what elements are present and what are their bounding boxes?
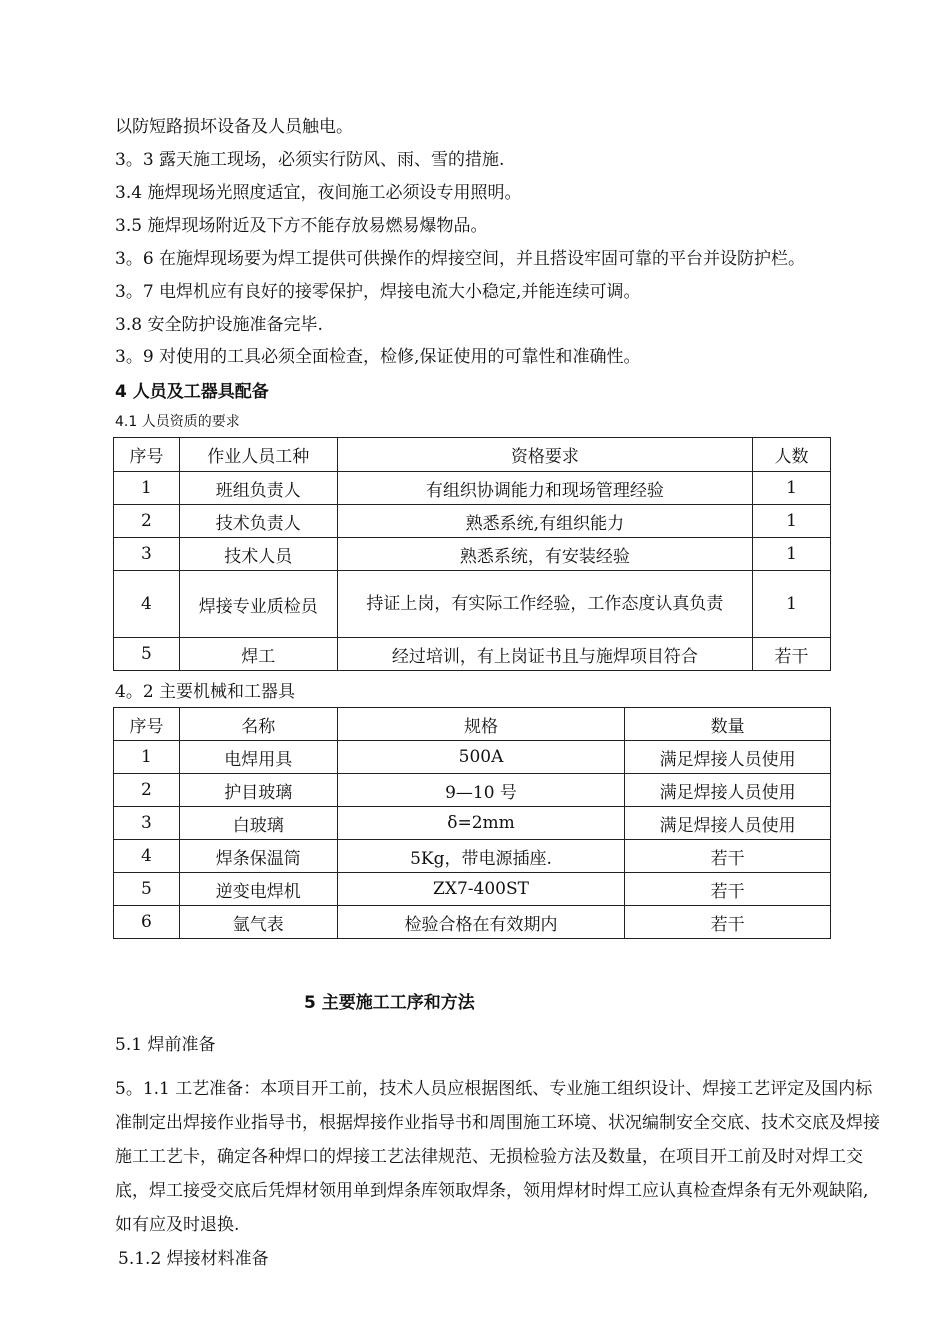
table-row xyxy=(114,538,831,571)
text-line: 以防短路损坏设备及人员触电。 xyxy=(115,117,353,137)
text-line: 3.4 施焊现场光照度适宜，夜间施工必须设专用照明。 xyxy=(115,183,522,203)
text-line: 3.8 安全防护设施准备完毕. xyxy=(115,315,323,335)
table-row xyxy=(114,741,831,774)
table-header: 名称 xyxy=(179,708,337,741)
table-cell: 护目玻璃 xyxy=(179,774,337,807)
table-cell: 2 xyxy=(114,505,180,538)
subsection-heading: 4.1 人员资质的要求 xyxy=(115,414,240,430)
table-header: 作业人员工种 xyxy=(179,438,337,472)
table-cell: 技术人员 xyxy=(179,538,337,571)
personnel-table xyxy=(113,437,831,671)
table-cell: 3 xyxy=(114,538,180,571)
table-cell: 班组负责人 xyxy=(179,472,337,505)
subsection-heading: 5.1.2 焊接材料准备 xyxy=(118,1249,269,1269)
section-heading: 5 主要施工工序和方法 xyxy=(304,993,475,1013)
table-cell: 若干 xyxy=(753,638,831,671)
table-cell: 1 xyxy=(114,472,180,505)
table-cell: 5Kg，带电源插座. xyxy=(337,840,625,873)
table-row xyxy=(114,807,831,840)
table-row xyxy=(114,774,831,807)
table-cell: 1 xyxy=(753,571,831,638)
table-cell: 焊工 xyxy=(179,638,337,671)
table-cell: 若干 xyxy=(625,840,831,873)
text-line: 3。9 对使用的工具必须全面检查，检修,保证使用的可靠性和准确性。 xyxy=(115,347,641,367)
table-cell: 3 xyxy=(114,807,180,840)
table-cell: 电焊用具 xyxy=(179,741,337,774)
table-cell: 4 xyxy=(114,840,180,873)
table-cell: 经过培训，有上岗证书且与施焊项目符合 xyxy=(337,638,752,671)
table-row xyxy=(114,505,831,538)
table-cell: ZX7-400ST xyxy=(337,873,625,906)
table-header: 序号 xyxy=(114,438,180,472)
table-cell: 1 xyxy=(114,741,180,774)
table-cell: 逆变电焊机 xyxy=(179,873,337,906)
table-cell: 5 xyxy=(114,873,180,906)
table-cell: 9—10 号 xyxy=(337,774,625,807)
table-row xyxy=(114,638,831,671)
table-cell: δ=2mm xyxy=(337,807,625,840)
table-cell: 1 xyxy=(753,538,831,571)
table-header: 人数 xyxy=(753,438,831,472)
table-cell: 若干 xyxy=(625,873,831,906)
table-cell: 技术负责人 xyxy=(179,505,337,538)
table-row xyxy=(114,472,831,505)
table-cell: 持证上岗，有实际工作经验，工作态度认真负责 xyxy=(337,571,752,638)
table-cell: 氩气表 xyxy=(179,906,337,939)
table-row xyxy=(114,873,831,906)
text-line: 3.5 施焊现场附近及下方不能存放易燃易爆物品。 xyxy=(115,216,488,236)
text-line: 3。6 在施焊现场要为焊工提供可供操作的焊接空间，并且搭设牢固可靠的平台并设防护栏。 xyxy=(115,249,806,269)
text-line: 3。7 电焊机应有良好的接零保护，焊接电流大小稳定,并能连续可调。 xyxy=(115,282,641,302)
table-cell: 1 xyxy=(753,472,831,505)
subsection-heading: 4。2 主要机械和工器具 xyxy=(115,682,296,702)
table-row xyxy=(114,840,831,873)
table-header: 序号 xyxy=(114,708,180,741)
table-row xyxy=(114,906,831,939)
table-header: 规格 xyxy=(337,708,625,741)
table-cell: 6 xyxy=(114,906,180,939)
text-line: 3。3 露天施工现场，必须实行防风、雨、雪的措施. xyxy=(115,150,505,170)
table-cell: 熟悉系统，有安装经验 xyxy=(337,538,752,571)
body-paragraph: 5。1.1 工艺准备：本项目开工前，技术人员应根据图纸、专业施工组织设计、焊接工艺评定及国内标准制定出焊接作业指导书，根据焊接作业指导书和周围施工环境、状况编制安全交底、技术交底及焊接施工工艺卡，确定各种焊口的焊接工艺法律规范、无损检验方法及数量，在项目开工前及时对焊工交底，焊工接受交底后凭焊材领用单到焊条库领取焊条，领用焊材时焊工应认真检查焊条有无外观缺陷,如有应及时退换. xyxy=(115,1079,880,1235)
table-header-row xyxy=(114,708,831,741)
table-cell: 2 xyxy=(114,774,180,807)
table-cell: 熟悉系统,有组织能力 xyxy=(337,505,752,538)
table-cell: 1 xyxy=(753,505,831,538)
table-cell: 白玻璃 xyxy=(179,807,337,840)
table-cell: 4 xyxy=(114,571,180,638)
table-cell: 满足焊接人员使用 xyxy=(625,741,831,774)
table-row xyxy=(114,571,831,638)
table-cell: 满足焊接人员使用 xyxy=(625,774,831,807)
table-header-row xyxy=(114,438,831,472)
table-cell: 有组织协调能力和现场管理经验 xyxy=(337,472,752,505)
equipment-table xyxy=(113,707,831,939)
table-cell: 若干 xyxy=(625,906,831,939)
subsection-heading: 5.1 焊前准备 xyxy=(115,1035,216,1055)
table-header: 资格要求 xyxy=(337,438,752,472)
table-cell: 检验合格在有效期内 xyxy=(337,906,625,939)
table-cell: 焊条保温筒 xyxy=(179,840,337,873)
table-cell: 5 xyxy=(114,638,180,671)
table-header: 数量 xyxy=(625,708,831,741)
table-cell: 焊接专业质检员 xyxy=(179,571,337,638)
table-cell: 500A xyxy=(337,741,625,774)
table-cell: 满足焊接人员使用 xyxy=(625,807,831,840)
section-heading: 4 人员及工器具配备 xyxy=(115,382,269,402)
